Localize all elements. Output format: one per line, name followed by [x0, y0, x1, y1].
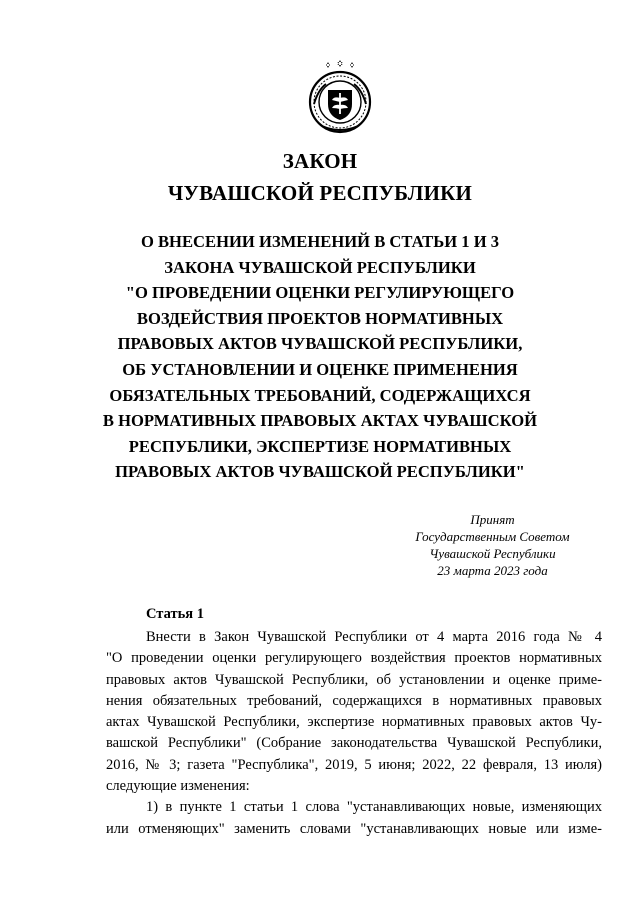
adoption-line: Принят: [470, 512, 515, 527]
subtitle-line: ВОЗДЕЙСТВИЯ ПРОЕКТОВ НОРМАТИВНЫХ: [136, 308, 504, 328]
article-body: [106, 627, 602, 840]
body-line: или отменяющих" заменить словами "устанавливающих новые или изме-: [106, 820, 602, 837]
adoption-note: [380, 511, 605, 579]
chuvash-emblem-icon: [304, 60, 376, 134]
adoption-date: 23 марта 2023 года: [437, 563, 548, 578]
body-line: нения обязательных требований, содержащихся в нормативных правовых: [106, 692, 602, 709]
law-title-republic: ЧУВАШСКОЙ РЕСПУБЛИКИ: [167, 181, 473, 205]
subtitle-line: ПРАВОВЫХ АКТОВ ЧУВАШСКОЙ РЕСПУБЛИКИ": [115, 462, 525, 482]
body-line: актах Чувашской Республики, экспертизе нормативных правовых актов Чу-: [106, 714, 602, 731]
article-heading: Статья 1: [146, 606, 204, 622]
subtitle-line: ОБЯЗАТЕЛЬНЫХ ТРЕБОВАНИЙ, СОДЕРЖАЩИХСЯ: [109, 385, 531, 405]
subtitle-line: В НОРМАТИВНЫХ ПРАВОВЫХ АКТАХ ЧУВАШСКОЙ: [102, 411, 538, 431]
law-title: ЗАКОН: [282, 149, 358, 173]
body-line: следующие изменения:: [106, 778, 250, 795]
body-line: Внести в Закон Чувашской Республики от 4 марта 2016 года № 4: [146, 629, 602, 645]
subtitle-line: О ВНЕСЕНИИ ИЗМЕНЕНИЙ В СТАТЬИ 1 И 3: [140, 232, 500, 251]
law-subtitle: [100, 229, 540, 485]
subtitle-line: "О ПРОВЕДЕНИИ ОЦЕНКИ РЕГУЛИРУЮЩЕГО: [125, 283, 515, 303]
adoption-line: Государственным Советом: [415, 529, 570, 544]
body-line: "О проведении оценки регулирующего воздействия проектов нормативных: [106, 650, 602, 667]
subtitle-line: ЗАКОНА ЧУВАШСКОЙ РЕСПУБЛИКИ: [164, 257, 476, 277]
subtitle-line: РЕСПУБЛИКИ, ЭКСПЕРТИЗЕ НОРМАТИВНЫХ: [128, 436, 512, 456]
body-line: 1) в пункте 1 статьи 1 слова "устанавливающих новые, изменяющих: [146, 799, 602, 816]
subtitle-line: ОБ УСТАНОВЛЕНИИ И ОЦЕНКЕ ПРИМЕНЕНИЯ: [122, 359, 518, 379]
body-line: 2016, № 3; газета "Республика", 2019, 5 июня; 2022, 22 февраля, 13 июля): [106, 756, 602, 773]
subtitle-line: ПРАВОВЫХ АКТОВ ЧУВАШСКОЙ РЕСПУБЛИКИ,: [117, 334, 523, 354]
body-line: вашской Республики" (Собрание законодательства Чувашской Республики,: [106, 735, 602, 752]
body-line: правовых актов Чувашской Республики, об установлении и оценке приме-: [106, 671, 602, 688]
adoption-line: Чувашской Республики: [429, 546, 556, 561]
